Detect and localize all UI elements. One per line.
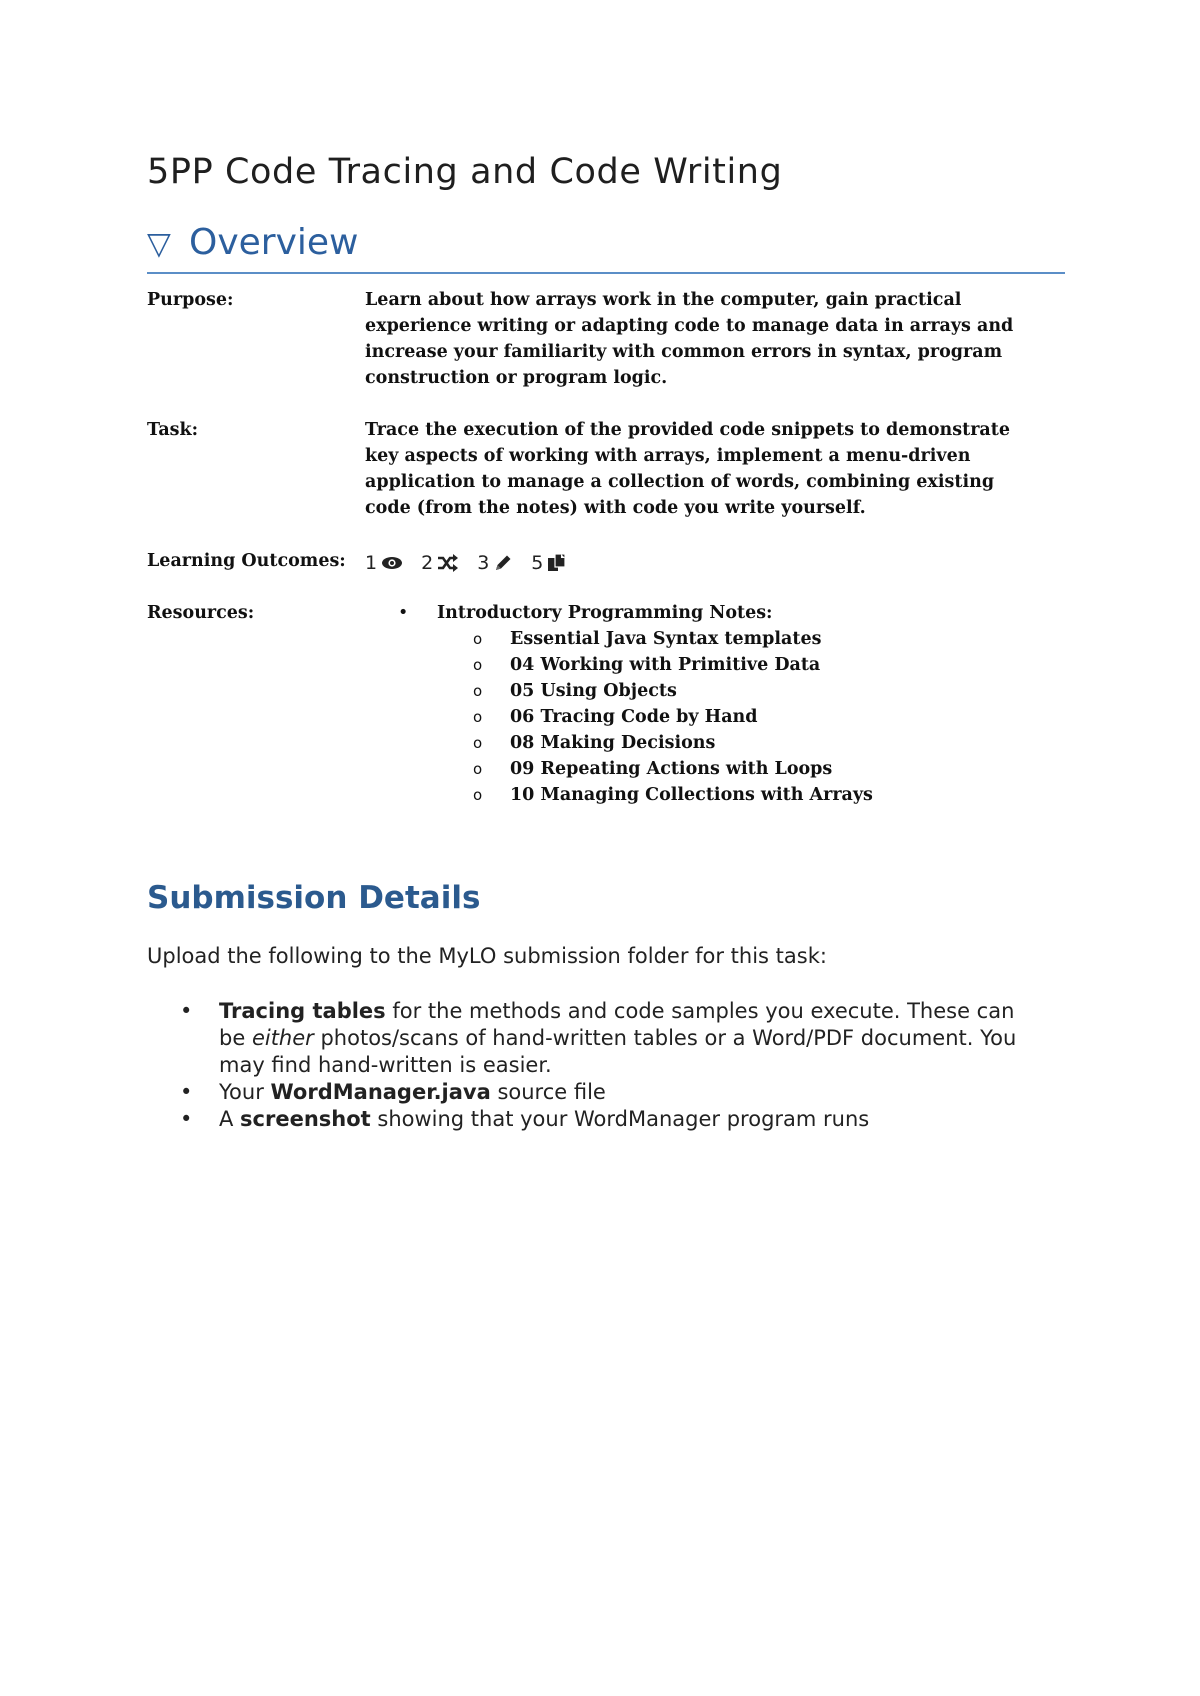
resources-notes-item [365,600,1045,626]
tracing-tables-strong: Tracing tables [219,999,386,1023]
sub-bullet: o [473,630,483,648]
resources-label: Resources: [147,603,255,623]
list-item [147,1079,1047,1106]
sub-bullet: o [473,708,483,726]
list-item [365,652,1045,678]
list-item [365,730,1045,756]
list-item [365,626,1045,652]
resource-item-label: Essential Java Syntax templates [510,629,822,649]
resources-row [147,600,1065,820]
documents-icon [547,553,567,573]
resource-item-label: 09 Repeating Actions with Loops [510,759,833,779]
list-item [365,704,1045,730]
overview-section-heading[interactable] [147,222,1065,274]
list-item [365,678,1045,704]
task-label: Task: [147,420,199,440]
purpose-label: Purpose: [147,290,234,310]
overview-heading-label: Overview [189,222,359,263]
source-file-suffix: source file [490,1080,606,1104]
purpose-text: Learn about how arrays work in the computer, gain practical experience writing or adapting code to manage data in arrays and increase your familiarity with common errors in syntax, program construction or program logic. [365,290,1014,388]
sub-bullet: o [473,656,483,674]
task-row [147,417,1065,527]
sub-bullet: o [473,682,483,700]
outcome-3 [477,550,513,576]
list-item [147,1106,1047,1133]
screenshot-strong: screenshot [240,1107,371,1131]
list-item [365,782,1045,808]
learning-outcomes-row [147,548,1065,578]
list-item [365,756,1045,782]
resources-sub-list [365,626,1045,808]
shuffle-icon [437,554,459,572]
submission-intro: Upload the following to the MyLO submission folder for this task: [147,944,827,968]
screenshot-suffix: showing that your WordManager program runs [370,1107,870,1131]
resources-notes-label: Introductory Programming Notes: [437,603,773,623]
resource-item-label: 10 Managing Collections with Arrays [510,785,873,805]
outcome-1 [365,550,403,576]
resources-content [365,600,1045,808]
task-text: Trace the execution of the provided code snippets to demonstrate key aspects of working with arrays, implement a menu-driven application to manage a collection of words, combining existing code (from the notes) with code you write yourself. [365,420,1010,518]
outcome-number: 1 [365,552,378,574]
resource-item-label: 05 Using Objects [510,681,677,701]
pencil-icon [493,553,513,573]
tracing-tables-text-1: for the methods and code samples you execute. These can be [219,999,1015,1050]
document-title: 5PP Code Tracing and Code Writing [147,152,783,192]
resource-item-label: 04 Working with Primitive Data [510,655,821,675]
submission-details-heading: Submission Details [147,880,481,916]
learning-outcomes-label: Learning Outcomes: [147,551,346,571]
outcome-5 [531,550,567,576]
sub-bullet: o [473,760,483,778]
bullet: • [180,999,193,1023]
submission-list [147,998,1047,1133]
bullet: • [180,1107,193,1131]
eye-icon [381,555,403,571]
screenshot-prefix: A [219,1107,241,1131]
outcome-number: 5 [531,552,544,574]
tracing-tables-text-2: photos/scans of hand-written tables or a Word/PDF document. You may find hand-written is easier. [219,1026,1017,1077]
bullet: • [180,1080,193,1104]
sub-bullet: o [473,734,483,752]
tracing-tables-emphasis: either [251,1026,314,1050]
list-item [147,998,1047,1079]
purpose-row [147,287,1065,397]
collapse-triangle-icon[interactable]: ▽ [147,226,171,262]
resource-item-label: 06 Tracing Code by Hand [510,707,758,727]
outcome-number: 3 [477,552,490,574]
source-file-prefix: Your [219,1080,271,1104]
learning-outcomes-icons [365,550,1045,576]
outcome-2 [421,550,459,576]
resource-item-label: 08 Making Decisions [510,733,716,753]
outcome-number: 2 [421,552,434,574]
source-file-strong: WordManager.java [270,1080,491,1104]
sub-bullet: o [473,786,483,804]
